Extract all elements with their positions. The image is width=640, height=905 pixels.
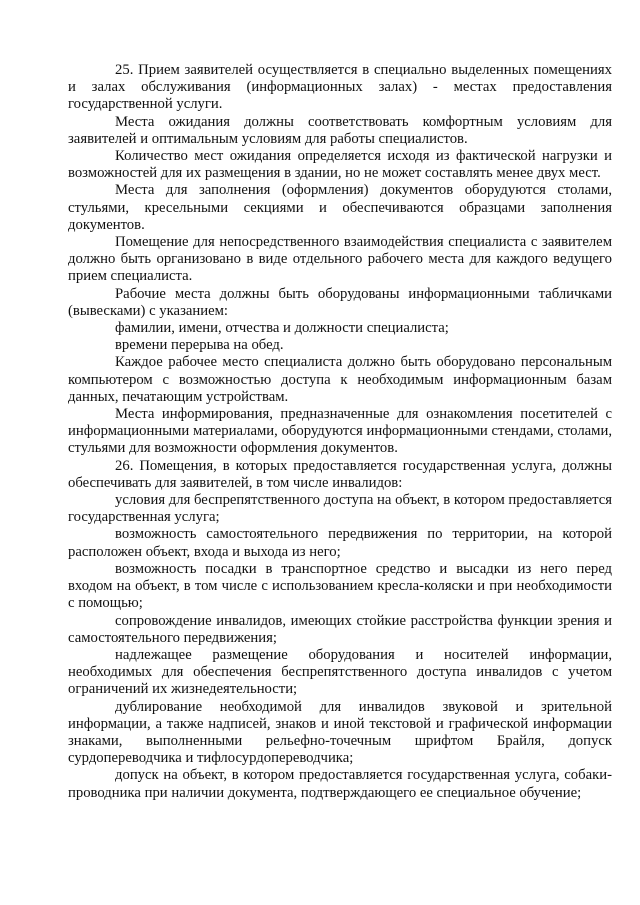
list-item-equipment-placement: надлежащее размещение оборудования и носителей информации, необходимых для обеспечения беспрепятственного доступа инвалидов с учетом ограничений их жизнедеятельности; (68, 646, 612, 698)
paragraph-25-intro: 25. Прием заявителей осуществляется в специально выделенных помещениях и залах обслуживания (информационных залах) - местах предоставления государственной услуги. (68, 62, 612, 113)
list-item-independent-movement: возможность самостоятельного передвижения по территории, на которой расположен объект, входа и выхода из него; (68, 526, 612, 560)
paragraph-interaction-room: Помещение для непосредственного взаимодействия специалиста с заявителем должно быть организовано в виде отдельного рабочего места для каждого ведущего прием специалиста. (68, 234, 612, 285)
list-item-free-access: условия для беспрепятственного доступа на объект, в котором предоставляется государственная услуга; (68, 492, 612, 526)
list-item-vehicle-boarding: возможность посадки в транспортное средство и высадки из него перед входом на объект, в том числе с использованием кресла-коляски и при необходимости с помощью; (68, 560, 612, 612)
paragraph-waiting-count: Количество мест ожидания определяется исходя из фактической нагрузки и возможностей для их размещения в здании, но не может составлять менее двух мест. (68, 148, 612, 182)
list-item-lunch-break: времени перерыва на обед. (115, 337, 284, 354)
list-item-specialist-name: фамилии, имени, отчества и должности специалиста; (115, 320, 449, 337)
paragraph-information-areas: Места информирования, предназначенные для ознакомления посетителей с информационными материалами, оборудуются информационными стендами, столами, стульями для возможности оформления документов. (68, 406, 612, 457)
list-item-escort: сопровождение инвалидов, имеющих стойкие расстройства функции зрения и самостоятельного передвижения; (68, 612, 612, 646)
paragraph-workplace-signs: Рабочие места должны быть оборудованы информационными табличками (вывесками) с указанием: (68, 285, 612, 319)
list-item-guide-dog: допуск на объект, в котором предоставляется государственная услуга, собаки-проводника при наличии документа, подтверждающего ее специальное обучение; (68, 767, 612, 801)
paragraph-26-intro: 26. Помещения, в которых предоставляется государственная услуга, должны обеспечивать для заявителей, в том числе инвалидов: (68, 457, 612, 491)
paragraph-waiting-areas: Места ожидания должны соответствовать комфортным условиям для заявителей и оптимальным условиям для работы специалистов. (68, 113, 612, 147)
list-item-information-duplication: дублирование необходимой для инвалидов звуковой и зрительной информации, а также надписей, знаков и иной текстовой и графической информации знаками, выполненными рельефно-точечным шрифтом Брайля, допуск сурдопереводчика и тифлосурдопереводчика; (68, 698, 612, 767)
paragraph-workplace-computer: Каждое рабочее место специалиста должно быть оборудовано персональным компьютером с возможностью доступа к необходимым информационным базам данных, печатающим устройствам. (68, 354, 612, 405)
paragraph-form-filling-areas: Места для заполнения (оформления) документов оборудуются столами, стульями, кресельными секциями и обеспечиваются образцами заполнения документов. (68, 182, 612, 233)
